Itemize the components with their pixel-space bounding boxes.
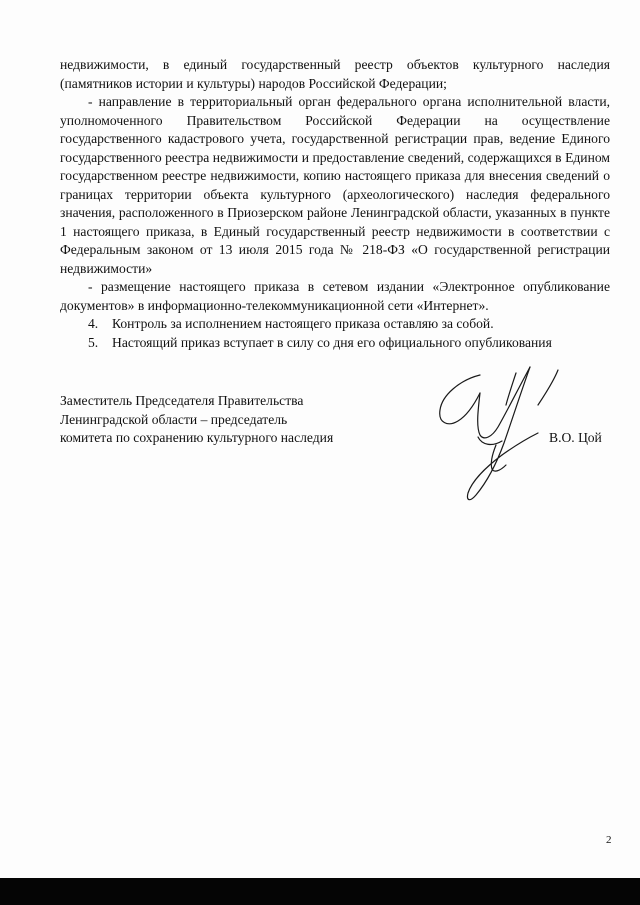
- numbered-item-4: [60, 315, 610, 334]
- signatory-title-line: комитета по сохранению культурного наследия: [60, 430, 334, 445]
- item-number: 4.: [88, 316, 99, 331]
- page-number: 2: [606, 834, 612, 846]
- scan-border: [0, 878, 640, 905]
- signatory-name: В.О. Цой: [549, 430, 602, 445]
- signatory-title: [60, 392, 460, 448]
- handwritten-signature: [420, 355, 570, 515]
- paragraph-continuation: недвижимости, в единый государственный реестр объектов культурного наследия (памятников истории и культуры) народов Российской Федерации;: [60, 57, 610, 91]
- item-text: Контроль за исполнением настоящего приказа оставляю за собой.: [112, 316, 494, 331]
- document-body: [60, 56, 610, 352]
- item-text: Настоящий приказ вступает в силу со дня его официального опубликования: [112, 334, 552, 350]
- item-number: 5.: [88, 334, 99, 350]
- signatory-title-line: Ленинградской области – председатель: [60, 411, 288, 427]
- paragraph-publication: - размещение настоящего приказа в сетевом издании «Электронное опубликование документов» в информационно-телекоммуникационной сети «Интернет».: [60, 279, 610, 313]
- paragraph-registry-notification: - направление в территориальный орган федерального органа исполнительной власти, уполномоченного Правительством Российской Федерации на осуществление государственного кадастрового учета, государственной регистрации прав, ведение Единого государственного реестра недвижимости и предоставление сведений, содержащихся в Едином государственном реестре недвижимости, копию настоящего приказа для внесения сведений о границах территории объекта культурного (археологического) наследия федерального значения, расположенного в Приозерском районе Ленинградской области, указанных в пункте 1 настоящего приказа, в Единый государственный реестр недвижимости в соответствии с Федеральным законом от 13 июля 2015 года № 218-ФЗ «О государственной регистрации недвижимости»: [60, 94, 610, 276]
- numbered-item-5: [60, 334, 610, 353]
- signatory-title-line: Заместитель Председателя Правительства: [60, 393, 304, 408]
